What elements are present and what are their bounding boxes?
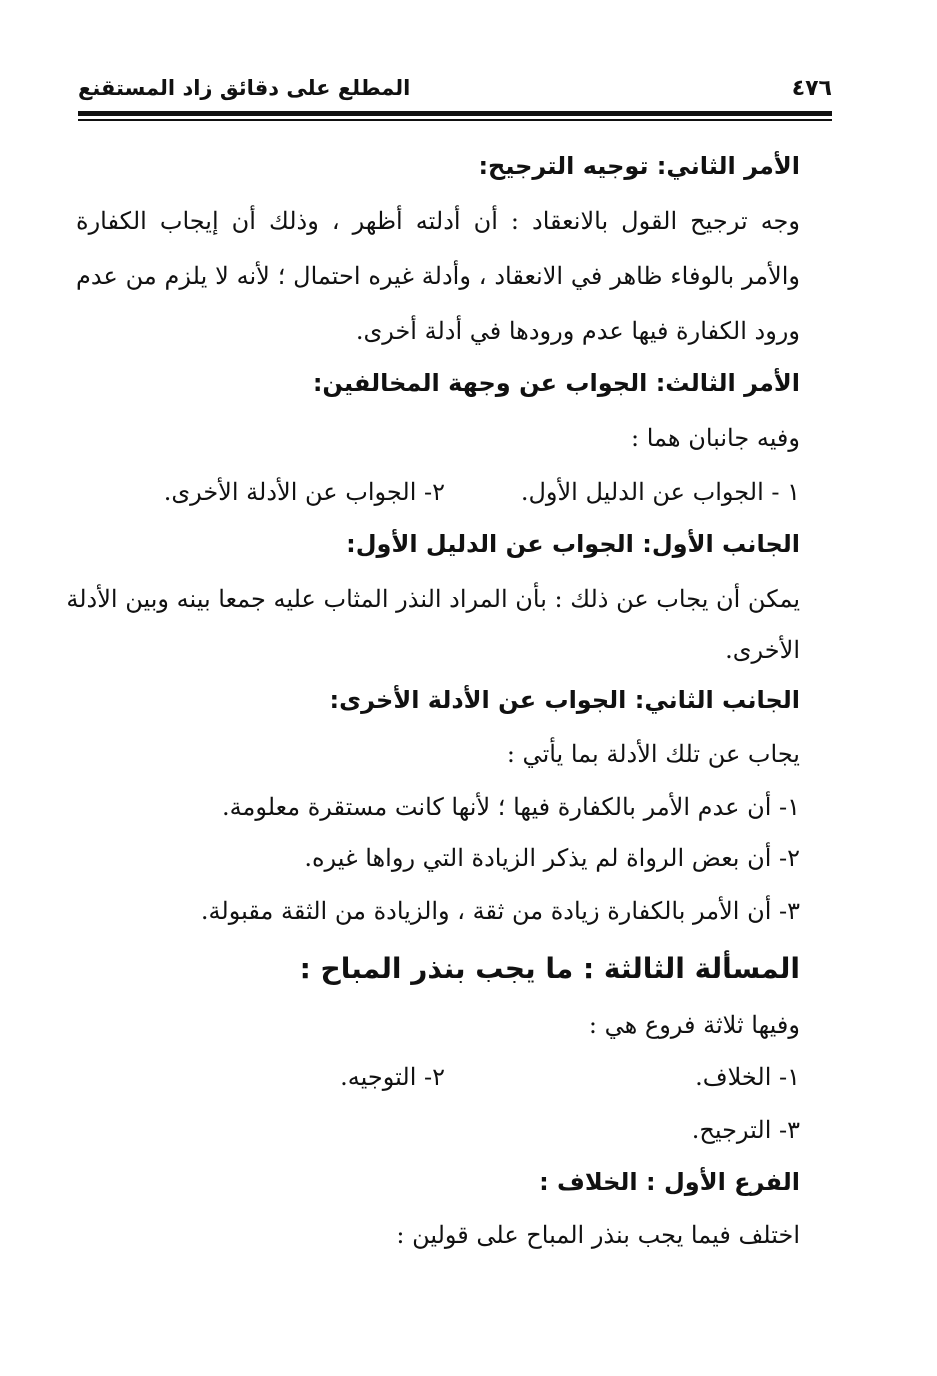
list-item: ١- أن عدم الأمر بالكفارة فيها ؛ لأنها كانت مستقرة معلومة. — [221, 793, 800, 821]
list-item: ١- الخلاف. — [695, 1063, 800, 1091]
paragraph-line: الأخرى. — [725, 636, 800, 664]
paragraph-line: وفيه جانبان هما : — [631, 424, 800, 452]
paragraph-line: يجاب عن تلك الأدلة بما يأتي : — [506, 740, 800, 768]
paragraph-line: ورود الكفارة فيها عدم ورودها في أدلة أخرى. — [355, 317, 800, 345]
list-item: ٢- أن بعض الرواة لم يذكر الزيادة التي رواها غيره. — [304, 844, 800, 872]
chapter-heading: المسألة الثالثة : ما يجب بنذر المباح : — [299, 952, 800, 985]
section-heading: الفرع الأول : الخلاف : — [539, 1168, 800, 1196]
paragraph-line: وفيها ثلاثة فروع هي : — [588, 1011, 800, 1039]
section-heading: الأمر الثاني: توجيه الترجيح: — [478, 152, 800, 180]
section-heading: الجانب الأول: الجواب عن الدليل الأول: — [346, 530, 800, 558]
header-rule-thick — [78, 111, 832, 116]
paragraph-line: اختلف فيما يجب بنذر المباح على قولين : — [396, 1221, 800, 1249]
section-heading: الجانب الثاني: الجواب عن الأدلة الأخرى: — [329, 686, 800, 714]
paragraph-line: والأمر بالوفاء ظاهر في الانعقاد ، وأدلة غيره احتمال ؛ لأنه لا يلزم من عدم — [76, 262, 800, 290]
header-rule-thin — [78, 119, 832, 121]
paragraph-line: وجه ترجيح القول بالانعقاد : أن أدلته أظهر ، وذلك أن إيجاب الكفارة — [76, 207, 800, 235]
list-item: ٢- التوجيه. — [340, 1063, 445, 1091]
paragraph-line: يمكن أن يجاب عن ذلك : بأن المراد النذر المثاب عليه جمعا بينه وبين الأدلة — [66, 585, 800, 613]
list-item: ٣- أن الأمر بالكفارة زيادة من ثقة ، والزيادة من الثقة مقبولة. — [200, 897, 800, 925]
section-heading: الأمر الثالث: الجواب عن وجهة المخالفين: — [312, 369, 800, 397]
page-number: ٤٧٦ — [791, 76, 832, 101]
list-item: ٣- الترجيح. — [691, 1116, 800, 1144]
list-item: ٢- الجواب عن الأدلة الأخرى. — [163, 478, 445, 506]
page-header — [78, 72, 832, 108]
running-title: المطلع على دقائق زاد المستقنع — [78, 76, 411, 100]
list-item: ١ - الجواب عن الدليل الأول. — [520, 478, 800, 506]
